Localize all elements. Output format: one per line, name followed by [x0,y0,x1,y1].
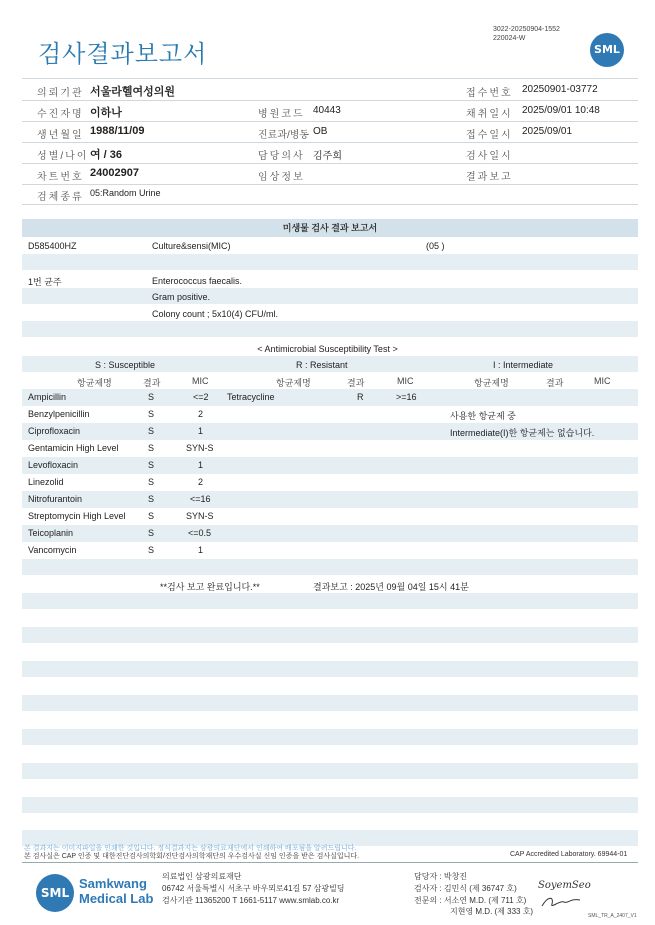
specimen-value: 05:Random Urine [90,188,161,198]
org-contact: 검사기관 11365200 T 1661-5117 www.smlab.co.kr [162,896,340,905]
institution-label: 의뢰기관 [37,88,84,99]
institution-value: 서울라헬여성의원 [90,86,176,98]
row-band [22,661,638,677]
row-band [22,389,638,406]
drug-result: S [148,477,155,487]
footer-sml-logo: SML [36,874,74,912]
drug-name: Teicoplanin [28,528,74,538]
signature: SoyemSeo [538,880,591,891]
drug-result: S [148,494,155,504]
col-header-drug: 항균제명 [77,378,112,388]
row-band [22,491,638,508]
specialist: 전문의 : 서소연 M.D. (제 711 호) [414,896,527,905]
divider [22,100,638,101]
tester: 검사자 : 김민식 (제 36747 호) [414,884,517,893]
clinical-info-label: 임상정보 [258,172,305,183]
drug-mic: 1 [198,426,204,436]
org-name: 의료법인 삼광의료재단 [162,872,242,881]
doctor-label: 담당의사 [258,151,305,162]
brand-line: Samkwang [79,876,147,891]
sml-logo: SML [590,33,624,67]
drug-name: Ampicillin [28,392,67,402]
receipt-no-value: 20250901-03772 [522,84,598,95]
drug-mic: SYN-S [186,443,214,453]
row-band [22,321,638,337]
collection-label: 채취일시 [466,109,513,120]
document-id-line1: 3022-20250904-1552 [493,26,560,33]
drug-mic: >=16 [396,392,417,402]
cap-accreditation: CAP Accredited Laboratory. 69944-01 [510,851,628,858]
result-report-label: 결과보고 [466,172,513,183]
brand-line: Medical Lab [79,891,154,906]
organism-line: Gram positive. [152,292,211,302]
chart-no-value: 24002907 [90,167,139,179]
test-date-label: 검사일시 [466,151,513,162]
drug-result: S [148,409,155,419]
chart-no-label: 차트번호 [37,172,84,183]
org-address: 06742 서울특별시 서초구 바우뫼로41길 57 삼광빌딩 [162,884,345,893]
col-header-result: 결과 [546,378,564,388]
drug-name: Linezolid [28,477,64,487]
divider [22,78,638,79]
drug-name: Vancomycin [28,545,77,555]
divider [22,142,638,143]
row-band [22,763,638,779]
drug-result: S [148,460,155,470]
signature-scribble [540,894,582,910]
drug-result: S [148,528,155,538]
sex-age-label: 성별/나이 [37,151,89,162]
drug-mic: 1 [198,545,204,555]
drug-name: Nitrofurantoin [28,494,83,504]
col-header-mic: MIC [594,376,611,386]
drug-mic: 2 [198,477,204,487]
col-header-mic: MIC [397,376,414,386]
organism-line: Colony count ; 5x10(4) CFU/ml. [152,309,279,319]
doctor-value: 김주희 [313,151,342,162]
hospital-code-value: 40443 [313,105,341,116]
row-band [22,627,638,643]
document-id [493,25,560,43]
form-code: SML_TR_A_2407_V1 [588,913,637,919]
drug-mic: <=16 [190,494,211,504]
drug-mic: SYN-S [186,511,214,521]
certification-notice: 본 검사실은 CAP 인증 및 대한진단검사의학회/진단검사의학재단의 우수검사실 신임 인증을 받은 검사실입니다. [24,853,360,860]
col-header-drug: 항균제명 [474,378,509,388]
divider [22,121,638,122]
collection-value: 2025/09/01 10:48 [522,105,600,116]
brand-name [79,876,153,906]
birth-value: 1988/11/09 [90,125,145,137]
drug-name: Levofloxacin [28,460,79,470]
drug-name: Streptomycin High Level [28,511,126,521]
row-band [22,525,638,542]
col-header-result: 결과 [347,378,365,388]
sex-age-value: 여 / 36 [90,149,123,161]
hospital-code-label: 병원코드 [258,109,305,120]
intermediate-note: Intermediate(I)한 항균제는 없습니다. [450,428,595,438]
row-band [22,695,638,711]
receipt-no-label: 접수번호 [466,88,513,99]
test-name: Culture&sensi(MIC) [152,241,231,251]
dept-value: OB [313,126,328,137]
col-header-drug: 항균제명 [276,378,311,388]
drug-name: Ciprofloxacin [28,426,81,436]
drug-mic: <=2 [193,392,209,402]
drug-result: S [148,426,155,436]
legend-resistant: R : Resistant [296,360,348,370]
drug-mic: 2 [198,409,204,419]
drug-result: R [357,392,364,402]
drug-name: Benzylpenicillin [28,409,90,419]
row-band [22,797,638,813]
drug-result: S [148,545,155,555]
drug-name: Tetracycline [227,392,275,402]
specialist: 지현영 M.D. (제 333 호) [450,907,534,916]
report-title: 검사결과보고서 [38,40,208,68]
section-title: 미생물 검사 결과 보고서 [22,219,638,237]
drug-result: S [148,511,155,521]
drug-result: S [148,443,155,453]
drug-mic: 1 [198,460,204,470]
row-band [22,559,638,575]
drug-name: Gentamicin High Level [28,443,119,453]
test-code-suffix: (05 ) [426,241,445,251]
row-band [22,288,638,304]
completion-text: **검사 보고 완료입니다.** [160,582,260,592]
row-band [22,254,638,270]
intermediate-note: 사용한 항균제 중 [450,411,516,421]
document-id-line2: 220024-W [493,35,526,42]
birth-label: 생년월일 [37,130,84,141]
row-band [22,729,638,745]
divider [22,163,638,164]
legend-intermediate: I : Intermediate [493,360,554,370]
col-header-result: 결과 [143,378,161,388]
report-time: 결과보고 : 2025년 09월 04일 15시 41분 [313,582,469,592]
col-header-mic: MIC [192,376,209,386]
drug-result: S [148,392,155,402]
organism-label: 1번 균주 [28,277,62,287]
dept-label: 진료과/병동 [258,130,310,141]
row-band [22,593,638,609]
ast-title: < Antimicrobial Susceptibility Test > [257,344,398,354]
patient-name-label: 수진자명 [37,109,84,120]
legend-susceptible: S : Susceptible [95,360,156,370]
receipt-date-value: 2025/09/01 [522,126,573,137]
manager: 담당자 : 박창진 [414,872,468,881]
divider [22,184,638,185]
image-notice: 본 결과지는 이미지파일을 인쇄한 것입니다. 정식결과지는 삼광의료재단에서 인쇄하여 배포됨을 알려드립니다. [24,845,357,852]
row-band [22,457,638,474]
specimen-label: 검체종류 [37,192,84,203]
receipt-date-label: 접수일시 [466,130,513,141]
drug-mic: <=0.5 [188,528,212,538]
organism-line: Enterococcus faecalis. [152,276,243,286]
patient-name-value: 이하나 [90,107,122,119]
divider [22,204,638,205]
footer-divider [22,862,638,863]
test-code: D585400HZ [28,241,77,251]
